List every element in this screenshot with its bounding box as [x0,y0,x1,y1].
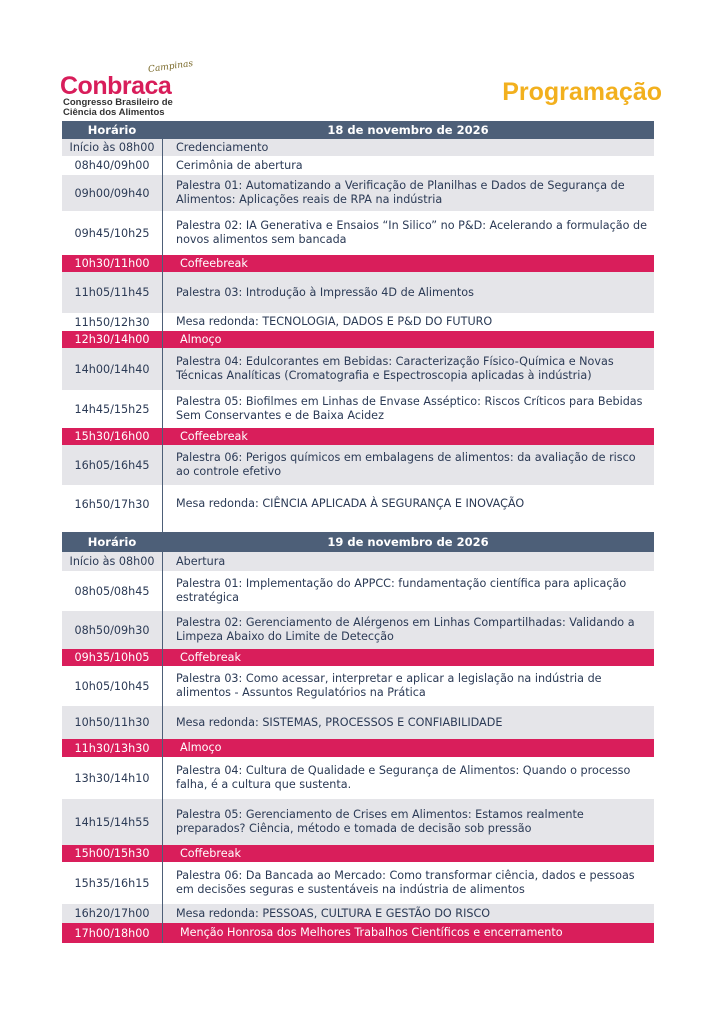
table-row [62,666,654,706]
row-description: Palestra 06: Perigos químicos em embalagens de alimentos: da avaliação de risco ao controle efetivo [176,451,636,478]
break-row [62,255,654,272]
row-time: 09h00/09h40 [74,186,150,200]
row-description: Almoço [180,741,222,754]
row-time: 10h30/11h00 [74,257,150,270]
table-row [62,313,654,331]
row-description: Palestra 06: Da Bancada ao Mercado: Como transformar ciência, dados e pessoas em decisões seguras e sustentáveis na indústria de alimentos [176,869,635,896]
page-title: Programação [502,78,662,106]
logo-subtitle-line2: Ciência dos Alimentos [63,107,165,118]
table-row [62,552,654,571]
table-row [62,485,654,523]
schedule-day1 [62,121,654,523]
row-description: Coffeebreak [180,256,248,270]
page-header [60,58,662,120]
row-description: Palestra 01: Implementação do APPCC: fundamentação científica para aplicação estratégica [176,577,627,604]
row-time: 15h00/15h30 [74,847,150,860]
row-description: Palestra 03: Introdução à Impressão 4D de Alimentos [176,285,474,299]
row-time: 10h05/10h45 [74,679,150,693]
row-time: 16h05/16h45 [74,458,150,472]
table-row [62,348,654,390]
row-description: Palestra 02: Gerenciamento de Alérgenos em Linhas Compartilhadas: Validando a Limpeza Abaixo do Limite de Detecção [176,616,635,643]
table-row [62,904,654,923]
row-time: 15h35/16h15 [74,876,150,890]
divider-line [162,504,163,532]
row-time: 11h30/13h30 [74,741,150,755]
row-description: Mesa redonda: TECNOLOGIA, DADOS E P&D DO FUTURO [176,315,493,328]
column-divider [162,139,163,523]
row-time: Início às 08h00 [69,555,155,568]
row-description: Mesa redonda: CIÊNCIA APLICADA À SEGURANÇA E INOVAÇÃO [176,497,525,510]
day-date: 18 de novembro de 2026 [327,123,489,137]
table-row [62,862,654,904]
row-time: 10h50/11h30 [74,716,150,729]
logo-script: Campinas [147,58,194,76]
table-row [62,571,654,611]
table-row [62,390,654,428]
row-description: Abertura [176,554,226,568]
logo-subtitle [63,98,173,118]
row-time: 09h45/10h25 [74,226,150,240]
table-row [62,139,654,156]
row-time: 08h40/09h00 [74,159,150,172]
break-row [62,923,654,943]
row-description: Palestra 04: Edulcorantes em Bebidas: Caracterização Físico-Química e Novas Técnicas Analíticas (Cromatografia e Espectroscopia aplicadas à indústria) [176,355,614,382]
row-description: Palestra 01: Automatizando a Verificação de Planilhas e Dados de Segurança de Alimentos: Aplicações reais de RPA na indústria [176,179,625,206]
table-row [62,272,654,313]
row-time: 11h05/11h45 [74,286,150,299]
logo-subtitle-line1: Congresso Brasileiro de [63,97,173,108]
break-row [62,845,654,862]
row-time: 16h50/17h30 [74,497,150,511]
row-time: 16h20/17h00 [74,907,150,920]
table-row [62,757,654,799]
column-header-time: Horário [87,535,137,549]
table-header [62,532,654,552]
table-row [62,211,654,255]
row-time: 15h30/16h00 [74,430,150,443]
row-description: Mesa redonda: PESSOAS, CULTURA E GESTÃO DO RISCO [176,906,491,920]
table-row [62,611,654,649]
day-date: 19 de novembro de 2026 [327,535,489,549]
logo-name: Conbraca [60,72,172,100]
row-time: 14h00/14h40 [74,362,150,376]
column-divider [162,552,163,943]
row-time: 17h00/18h00 [74,926,150,940]
schedule-day2 [62,532,654,943]
row-description: Credenciamento [176,140,269,154]
row-description: Palestra 05: Biofilmes em Linhas de Envase Asséptico: Riscos Críticos para Bebidas Sem Conservantes e de Baixa Acidez [176,395,643,422]
row-description: Menção Honrosa dos Melhores Trabalhos Científicos e encerramento [180,926,563,939]
row-time: 08h05/08h45 [74,584,150,598]
break-row [62,739,654,757]
row-description: Cerimônia de abertura [176,158,303,172]
row-description: Coffebreak [180,846,241,860]
row-time: 14h15/14h55 [74,815,150,829]
break-row [62,331,654,348]
table-row [62,799,654,845]
row-description: Coffeebreak [180,429,248,443]
row-description: Palestra 02: IA Generativa e Ensaios “In Silico” no P&D: Acelerando a formulação de novos alimentos sem bancada [176,219,648,246]
table-row [62,175,654,211]
break-row [62,428,654,445]
row-description: Palestra 03: Como acessar, interpretar e aplicar a legislação na indústria de alimentos - Assuntos Regulatórios na Prática [176,672,602,699]
row-time: 09h35/10h05 [74,651,150,664]
row-time: 14h45/15h25 [74,402,150,416]
row-time: 13h30/14h10 [74,771,150,785]
row-description: Palestra 05: Gerenciamento de Crises em Alimentos: Estamos realmente preparados? Ciência, método e tomada de decisão sob pressão [176,808,584,835]
column-header-time: Horário [87,123,137,137]
row-time: 08h50/09h30 [74,623,150,637]
table-header [62,121,654,139]
table-row [62,445,654,485]
row-description: Coffebreak [180,650,241,664]
row-time: 12h30/14h00 [74,333,150,346]
row-time: 11h50/12h30 [74,315,150,329]
table-row [62,156,654,175]
row-description: Palestra 04: Cultura de Qualidade e Segurança de Alimentos: Quando o processo falha, é a cultura que sustenta. [176,764,631,791]
break-row [62,649,654,666]
row-time: Início às 08h00 [69,141,155,154]
row-description: Almoço [180,332,222,346]
row-description: Mesa redonda: SISTEMAS, PROCESSOS E CONFIABILIDADE [176,715,503,729]
table-row [62,706,654,739]
